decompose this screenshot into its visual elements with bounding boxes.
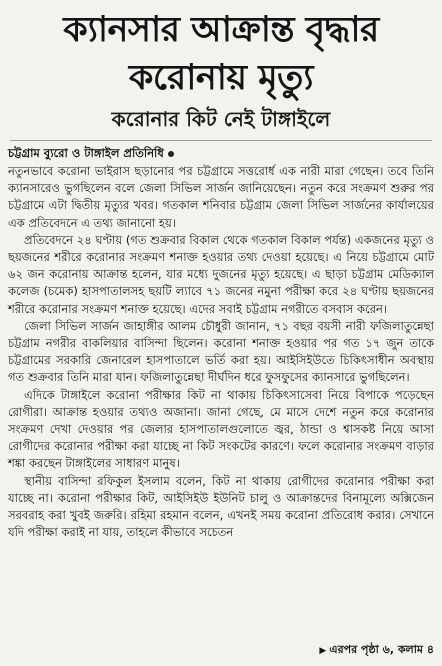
paragraph-5: স্থানীয় বাসিন্দা রফিকুল ইসলাম বলেন, কিট না থাকায় রোগীদের করোনার পরীক্ষা করা যাচ্ছে না। করোনা পরীক্ষার কিট, আইসিইউ ইউনিট চালু ও আক্রান্তদের বিনামূল্যে অক্সিজেন সরবরাহ করা খুবই জরুরি। রহিমা রহমান বলেন, এখনই সময় করোনা প্রতিরোধ করার। সেখানে যদি পরীক্ষা করাই না যায়, তাহলে কীভাবে সচেতন <box>8 473 434 540</box>
continuation-text: এরপর পৃষ্ঠা ৬, কলাম ৪ <box>329 643 434 656</box>
triangle-right-icon: ▶ <box>319 646 327 656</box>
paragraph-4: এদিকে টাঙ্গাইলে করোনা পরীক্ষার কিট না থাকায় চিকিৎসাসেবা নিয়ে বিপাকে পড়েছেন রোগীরা। আক্রান্ত হওয়ার তথ্যও অজানা। জানা গেছে, মে মাসে দেশে নতুন করে করোনার সংক্রমণ দেখা দেওয়ার পর জেলার হাসপাতালগুলোতে জ্বর, ঠান্ডা ও শ্বাসকষ্ট নিয়ে আসা রোগীদের করোনার পরীক্ষা করা যাচ্ছে না কিট সংকটের কারণে। ফলে করোনার সংক্রমণ বাড়ার শঙ্কা করছেন টাঙ্গাইলের সাধারণ মানুষ। <box>8 387 434 471</box>
bullet-icon <box>168 151 174 157</box>
divider <box>10 140 432 141</box>
headline-line-2: করোনায় মৃত্যু <box>128 58 314 98</box>
headline-line-1: ক্যানসার আক্রান্ত বৃদ্ধার <box>63 10 379 50</box>
continuation-note <box>315 641 434 660</box>
paragraph-1: নতুনভাবে করোনা ভাইরাস ছড়ানোর পর চট্টগ্রামে সত্তরোর্ধ এক নারী মারা গেছেন। তবে তিনি ক্যানসারেও ভুগছিলেন বলে জেলা সিভিল সার্জন জানিয়েছেন। নতুন করে সংক্রমণ শুরুর পর চট্টগ্রামে এটা দ্বিতীয় মৃত্যুর খবর। গতকাল শনিবার চট্টগ্রাম জেলা সিভিল সার্জনের কার্যালয়ের এক প্রতিবেদনে এ তথ্য জানানো হয়। <box>8 164 434 230</box>
article-body <box>8 163 434 541</box>
byline <box>8 145 436 162</box>
byline-text: চট্টগ্রাম ব্যুরো ও টাঙ্গাইল প্রতিনিধি <box>8 146 164 160</box>
subheadline: করোনার কিট নেই টাঙ্গাইলে <box>111 107 331 131</box>
paragraph-2: প্রতিবেদনে ২৪ ঘণ্টায় (গত শুক্রবার বিকাল থেকে গতকাল বিকাল পর্যন্ত) একজনের মৃত্যু ও ছয়জনের শরীরে করোনার সংক্রমণ শনাক্ত হওয়ার তথ্য দেওয়া হয়েছে। এ নিয়ে চট্টগ্রামে মোট ৬২ জন করোনায় আক্রান্ত হলেন, যার মধ্যে দুজনের মৃত্যু হয়েছে। এ ছাড়া চট্টগ্রাম মেডিক্যাল কলেজ (চমেক) হাসপাতালসহ ছয়টি ল্যাবে ৭১ জনের নমুনা পরীক্ষা করে ২৪ ঘণ্টায় ছয়জনের শরীরে করোনার সংক্রমণ শনাক্ত হয়েছে। এদের সবাই চট্টগ্রাম নগরীতে বসবাস করেন। <box>8 232 434 316</box>
headline <box>6 6 436 102</box>
paragraph-3: জেলা সিভিল সার্জন জাহাঙ্গীর আলম চৌধুরী জানান, ৭১ বছর বয়সী নারী ফজিলাতুন্নেছা চট্টগ্রাম নগরীর বাকলিয়ার বাসিন্দা ছিলেন। করোনা শনাক্ত হওয়ার পর গত ১৭ জুন তাকে চট্টগ্রামের সরকারি জেনারেল হাসপাতালে ভর্তি করা হয়। আইসিইউতে চিকিৎসাধীন অবস্থায় গত শুক্রবার তিনি মারা যান। ফজিলাতুন্নেছা দীর্ঘদিন ধরে ফুসফুসের ক্যানসারে ভুগছিলেন। <box>8 318 434 385</box>
